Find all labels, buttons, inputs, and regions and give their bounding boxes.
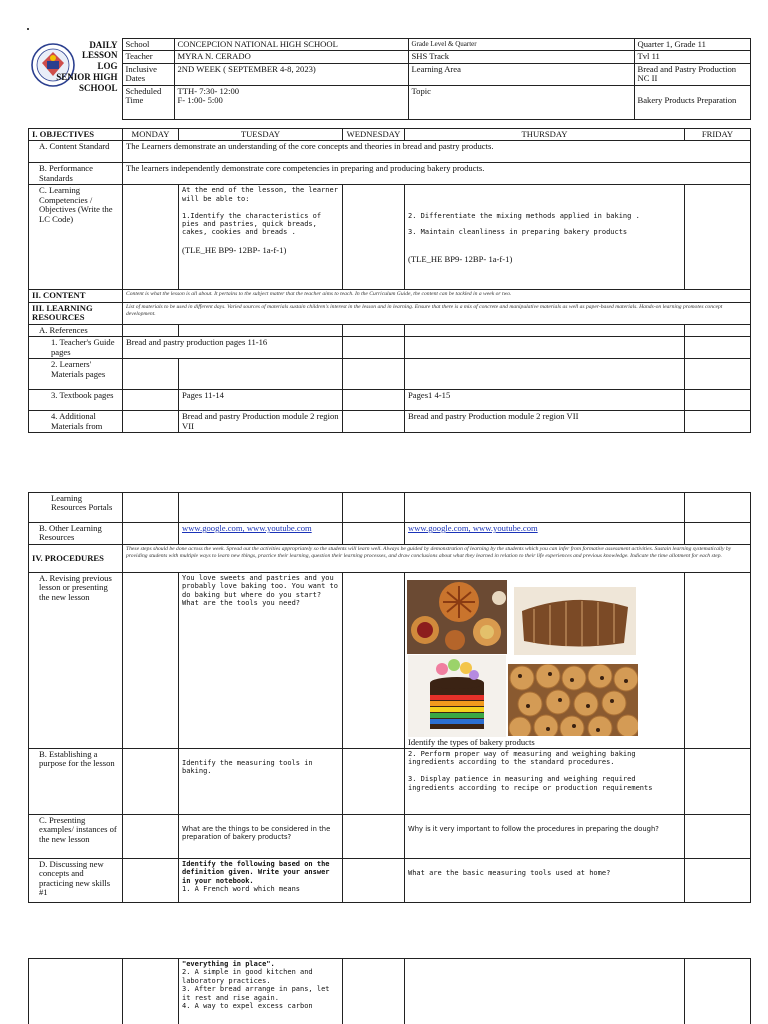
- topic-label: Topic: [408, 85, 634, 119]
- school-label: School: [122, 39, 174, 51]
- learning-resources-row: [29, 302, 751, 324]
- day-friday: FRIDAY: [685, 129, 751, 141]
- lesson-table-page2: [28, 492, 751, 903]
- lesson-table-page3: [28, 958, 751, 1024]
- bread-loaf-photo: [514, 587, 636, 655]
- procedures-row: [29, 545, 751, 573]
- teachers-guide-label: 1. Teacher's Guide pages: [29, 337, 123, 359]
- content-row: [29, 290, 751, 302]
- learners-materials-label: 2. Learners' Materials pages: [29, 359, 123, 390]
- area-value: Bread and Pastry Production NC II: [634, 63, 750, 85]
- teacher-value: MYRA N. CERADO: [174, 51, 408, 63]
- rainbow-cake-photo: [408, 655, 506, 737]
- tuesday-objectives: At the end of the lesson, the learner will be able to: 1.Identify the characteristics of pies and pastries, quick breads, cakes, cookies and breads . (TLE_HE BP9- 12BP- 1a-f-1): [179, 185, 343, 290]
- revising-thursday: Identify the types of bakery products: [405, 573, 685, 749]
- additional-materials-thursday: Bread and pastry Production module 2 region VII: [405, 411, 685, 433]
- discussing-label: D. Discussing new concepts and practicing new skills #1: [29, 859, 123, 903]
- time-value: TTH- 7:30- 12:00 F- 1:00- 5:00: [174, 85, 408, 119]
- teachers-guide-row: [29, 337, 751, 359]
- thursday-links[interactable]: www.google.com, www.youtube.com: [405, 523, 685, 545]
- teachers-guide-pages: Bread and pastry production pages 11-16: [123, 337, 343, 359]
- revising-label: A. Revising previous lesson or presenting the new lesson: [29, 573, 123, 749]
- tuesday-links[interactable]: www.google.com, www.youtube.com: [179, 523, 343, 545]
- procedures-heading: IV. PROCEDURES: [29, 545, 123, 573]
- day-tuesday: TUESDAY: [179, 129, 343, 141]
- textbook-row: [29, 390, 751, 411]
- textbook-thursday: Pages1 4-15: [405, 390, 685, 411]
- purpose-thursday: 2. Perform proper way of measuring and weighing baking ingredients according to the standard procedures. 3. Display patience in measuring and weighing required ingredients according to recipe or production requirements: [405, 749, 685, 815]
- performance-standard-label: B. Performance Standards: [29, 163, 123, 185]
- header-table: [28, 38, 751, 120]
- discussing-tuesday: Identify the following based on the definition given. Write your answer in your notebook. 1. A French word which means: [179, 859, 343, 903]
- teacher-label: Teacher: [122, 51, 174, 63]
- thursday-objectives: 2. Differentiate the mixing methods applied in baking . 3. Maintain cleanliness in preparing bakery products (TLE_HE BP9- 12BP- 1a-f-1): [405, 185, 685, 290]
- performance-standard-row: [29, 163, 751, 185]
- examples-thursday: Why is it very important to follow the procedures in preparing the dough?: [405, 815, 685, 859]
- track-value: Tvl 11: [634, 51, 750, 63]
- content-heading: II. CONTENT: [29, 290, 123, 302]
- content-standard-text: The Learners demonstrate an understanding of the core concepts and theories in bread and pastry products.: [123, 141, 751, 163]
- revising-tuesday: You love sweets and pastries and you probably love baking too. You want to do baking but where do you start? What are the tools you need?: [179, 573, 343, 749]
- day-thursday: THURSDAY: [405, 129, 685, 141]
- area-label: Learning Area: [408, 63, 634, 85]
- learners-materials-row: [29, 359, 751, 390]
- discussing-row: [29, 859, 751, 903]
- cookies-photo: [508, 664, 638, 736]
- examples-row: [29, 815, 751, 859]
- textbook-label: 3. Textbook pages: [29, 390, 123, 411]
- additional-materials-row: [29, 411, 751, 433]
- examples-tuesday: What are the things to be considered in the preparation of bakery products?: [179, 815, 343, 859]
- days-header-row: [29, 129, 751, 141]
- objectives-heading: I. OBJECTIVES: [29, 129, 123, 141]
- page-mark: [27, 28, 29, 30]
- competencies-label: C. Learning Competencies / Objectives (Write the LC Code): [29, 185, 123, 290]
- references-label: A. References: [29, 324, 123, 336]
- discussing-continued-row: [29, 959, 751, 1024]
- pies-and-pastries-photo: [407, 580, 507, 654]
- other-resources-row: [29, 523, 751, 545]
- discussing-tuesday-continued: "everything in place". 2. A simple in good kitchen and laboratory practices. 3. After bread arrange in pans, let it rest and rise again. 4. A way to expel excess carbon: [179, 959, 343, 1024]
- time-label: Scheduled Time: [122, 85, 174, 119]
- grade-value: Quarter 1, Grade 11: [634, 39, 750, 51]
- lesson-table-page1: [28, 128, 751, 433]
- school-value: CONCEPCION NATIONAL HIGH SCHOOL: [174, 39, 408, 51]
- learning-resources-note: List of materials to be used in different days. Varied sources of materials sustain children's interest in the lesson and in learning. Ensure that there is a mix of concrete and manipulative materials as well as paper-based materials. Hands-on learning promotes concept development.: [123, 302, 751, 324]
- purpose-label: B. Establishing a purpose for the lesson: [29, 749, 123, 815]
- day-wednesday: WEDNESDAY: [343, 129, 405, 141]
- revising-row: [29, 573, 751, 749]
- dates-label: Inclusive Dates: [122, 63, 174, 85]
- competencies-row: [29, 185, 751, 290]
- topic-value: Bakery Products Preparation: [634, 85, 750, 119]
- portals-row: [29, 493, 751, 523]
- references-row: [29, 324, 751, 336]
- procedures-note: These steps should be done across the week. Spread out the activities appropriately so the students will learn well. Always be guided by demonstration of learning by the students which you can infer from formative assessment activities. Sustain learning systematically by providing students with multiple ways to learn new things, practice their learning, question their learning processes, and draw conclusions about what they learned in relation to their life experiences and previous knowledge. Indicate the time allotment for each step.: [123, 545, 751, 573]
- learning-resources-heading: III. LEARNING RESOURCES: [29, 302, 123, 324]
- dates-value: 2ND WEEK ( SEPTEMBER 4-8, 2023): [174, 63, 408, 85]
- examples-label: C. Presenting examples/ instances of the new lesson: [29, 815, 123, 859]
- content-note: Content is what the lesson is all about. It pertains to the subject matter that the teacher aims to teach. In the Curriculum Guide, the content can be tackled in a week or two.: [123, 290, 751, 302]
- portals-label: Learning Resources Portals: [29, 493, 123, 523]
- content-standard-label: A. Content Standard: [29, 141, 123, 163]
- discussing-thursday: What are the basic measuring tools used at home?: [405, 859, 685, 903]
- purpose-tuesday: Identify the measuring tools in baking.: [179, 749, 343, 815]
- additional-materials-tuesday: Bread and pastry Production module 2 region VII: [179, 411, 343, 433]
- grade-label: Grade Level & Quarter: [408, 39, 634, 51]
- other-resources-label: B. Other Learning Resources: [29, 523, 123, 545]
- performance-standard-text: The learners independently demonstrate core competencies in preparing and producing bakery products.: [123, 163, 751, 185]
- dll-title: DAILY LESSON LOG SENIOR HIGH SCHOOL: [56, 39, 118, 93]
- additional-materials-label: 4. Additional Materials from: [29, 411, 123, 433]
- textbook-tuesday: Pages 11-14: [179, 390, 343, 411]
- content-standard-row: [29, 141, 751, 163]
- day-monday: MONDAY: [123, 129, 179, 141]
- track-label: SHS Track: [408, 51, 634, 63]
- purpose-row: [29, 749, 751, 815]
